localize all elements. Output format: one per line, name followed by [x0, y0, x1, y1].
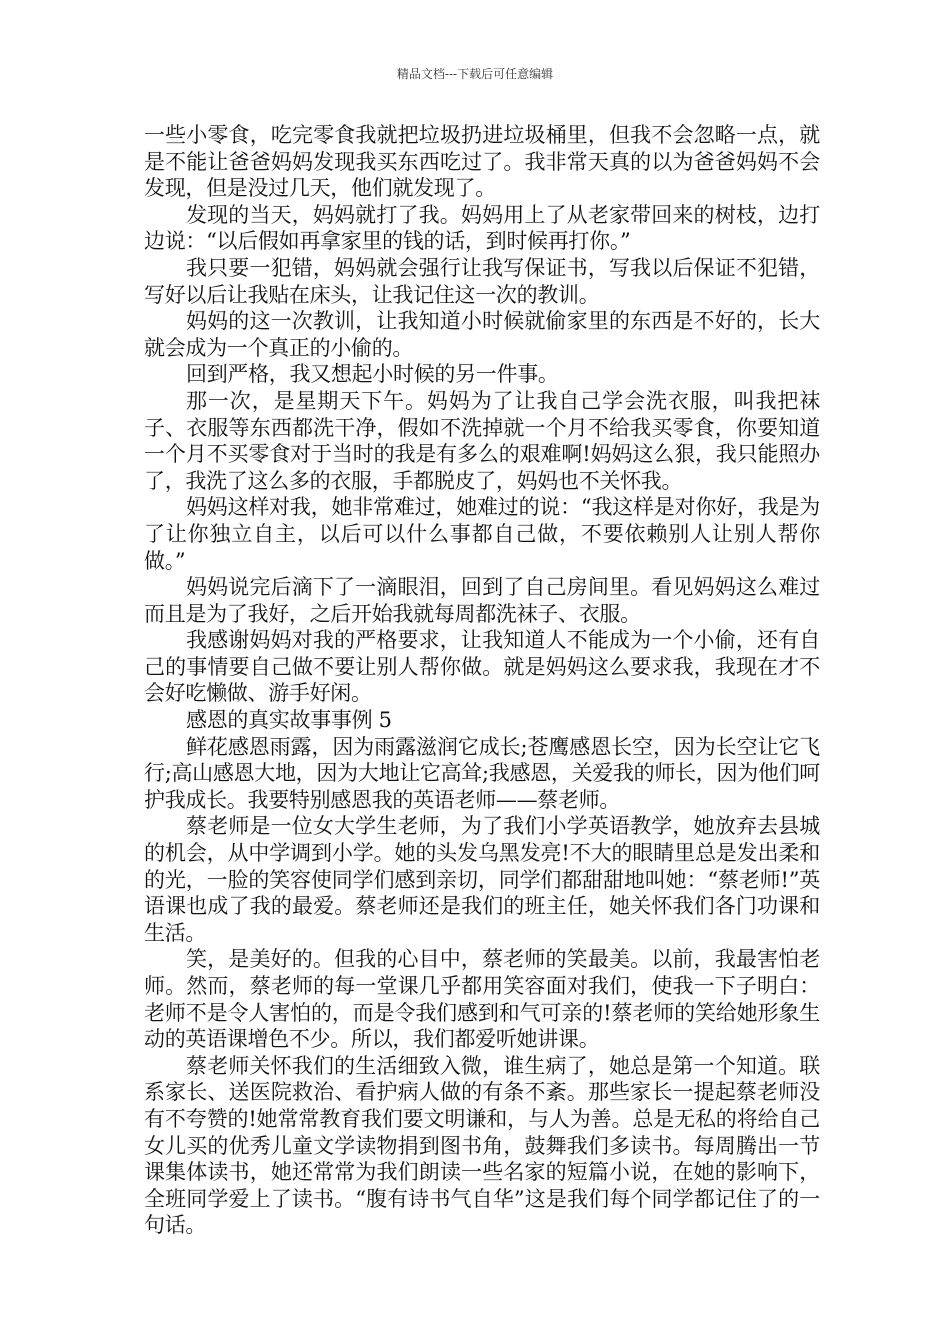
page-header: 精品文档---下载后可任意编辑	[396, 67, 554, 81]
paragraph-4: 妈妈的这一次教训，让我知道小时候就偷家里的东西是不好的，长大就会成为一个真正的小偷的。	[144, 309, 820, 360]
paragraph-11: 鲜花感恩雨露，因为雨露滋润它成长;苍鹰感恩长空，因为长空让它飞行;高山感恩大地，因为大地让它高耸;我感恩，关爱我的师长，因为他们呵护我成长。我要特别感恩我的英语老师——蔡老师。	[144, 734, 820, 812]
document-body	[144, 122, 820, 1239]
paragraph-1: 一些小零食，吃完零食我就把垃圾扔进垃圾桶里，但我不会忽略一点，就是不能让爸爸妈妈发现我买东西吃过了。我非常天真的以为爸爸妈妈不会发现，但是没过几天，他们就发现了。	[144, 123, 820, 201]
paragraph-12: 蔡老师是一位女大学生老师，为了我们小学英语教学，她放弃去县城的机会，从中学调到小学。她的头发乌黑发亮!不大的眼睛里总是发出柔和的光，一脸的笑容使同学们感到亲切，同学们都甜甜地叫她：“蔡老师!”英语课也成了我的最爱。蔡老师还是我们的班主任，她关怀我们各门功课和生活。	[144, 814, 820, 945]
paragraph-2: 发现的当天，妈妈就打了我。妈妈用上了从老家带回来的树枝，边打边说：“以后假如再拿家里的钱的话，到时候再打你。”	[144, 202, 820, 254]
paragraph-14: 蔡老师关怀我们的生活细致入微，谁生病了，她总是第一个知道。联系家长、送医院救治、看护病人做的有条不紊。那些家长一提起蔡老师没有不夸赞的!她常常教育我们要文明谦和，与人为善。总是无私的将给自己女儿买的优秀儿童文学读物捐到图书角，鼓舞我们多读书。每周腾出一节课集体读书，她还常常为我们朗读一些名家的短篇小说，在她的影响下，全班同学爱上了读书。“腹有诗书气自华”这是我们每个同学都记住了的一句话。	[144, 1053, 820, 1238]
section-heading: 感恩的真实故事事例 5	[186, 708, 392, 733]
paragraph-6: 那一次，是星期天下午。妈妈为了让我自己学会洗衣服，叫我把袜子、衣服等东西都洗干净，假如不洗掉就一个月不给我买零食，你要知道一个月不买零食对于当时的我是有多么的艰难啊!妈妈这么狠，我只能照办了，我洗了这么多的衣服，手都脱皮了，妈妈也不关怀我。	[144, 388, 820, 493]
paragraph-5: 回到严格，我又想起小时候的另一件事。	[186, 362, 559, 387]
paragraph-8: 妈妈说完后滴下了一滴眼泪，回到了自己房间里。看见妈妈这么难过而且是为了我好，之后开始我就每周都洗袜子、衣服。	[144, 575, 820, 626]
paragraph-3: 我只要一犯错，妈妈就会强行让我写保证书，写我以后保证不犯错，写好以后让我贴在床头，让我记住这一次的教训。	[144, 255, 820, 307]
paragraph-9: 我感谢妈妈对我的严格要求，让我知道人不能成为一个小偷，还有自己的事情要自己做不要让别人帮你做。就是妈妈这么要求我，我现在才不会好吃懒做、游手好闲。	[144, 628, 820, 706]
paragraph-13: 笑，是美好的。但我的心目中，蔡老师的笑最美。以前，我最害怕老师。然而，蔡老师的每一堂课几乎都用笑容面对我们，使我一下子明白：老师不是令人害怕的，而是令我们感到和气可亲的!蔡老师的笑给她形象生动的英语课增色不少。所以，我们都爱听她讲课。	[144, 947, 820, 1052]
paragraph-7: 妈妈这样对我，她非常难过，她难过的说：“我这样是对你好，我是为了让你独立自主，以后可以什么事都自己做，不要依赖别人让别人帮你做。”	[144, 495, 820, 573]
